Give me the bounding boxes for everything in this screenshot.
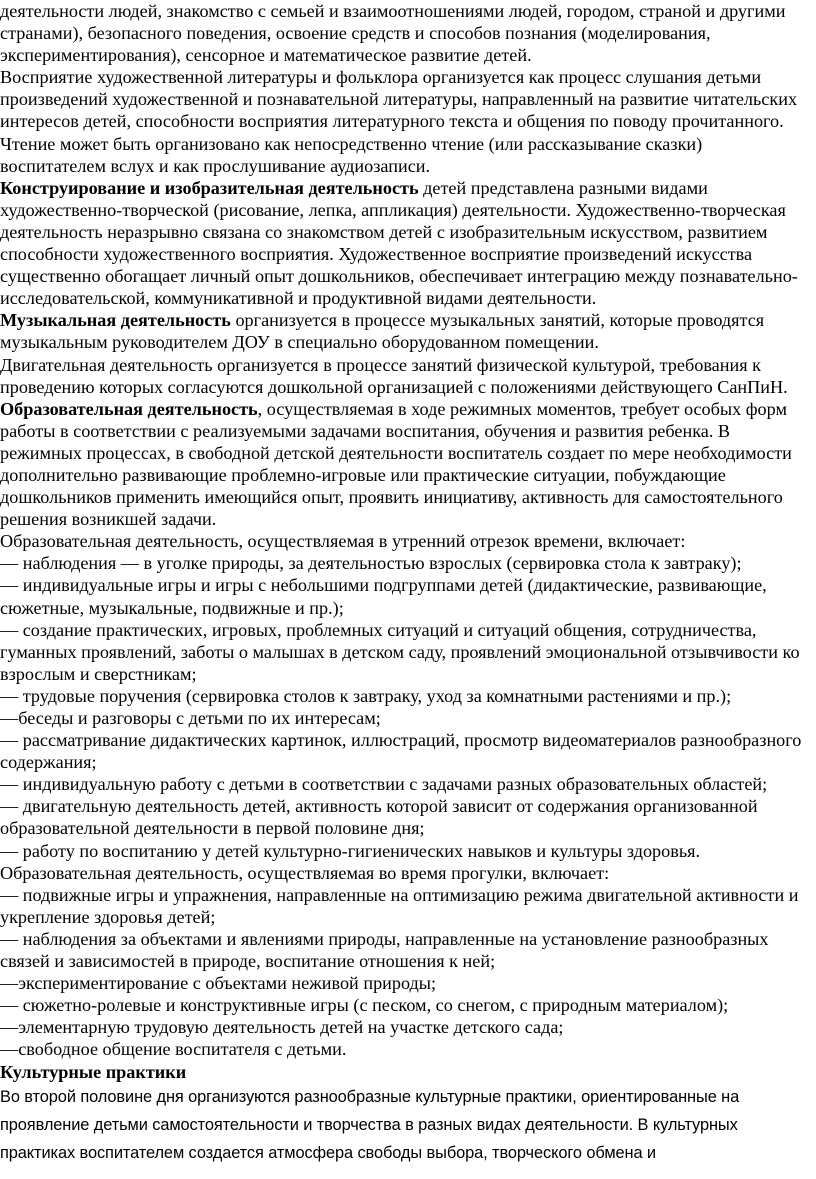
list-item: — работу по воспитанию у детей культурно-гигиенических навыков и культуры здоровья.	[0, 840, 701, 861]
term-construction-art: Конструирование и изобразительная деятельность	[0, 177, 419, 198]
list-item: — индивидуальную работу с детьми в соответствии с задачами разных образовательных областей;	[0, 774, 768, 795]
paragraph-educational-activity-text: , осуществляемая в ходе режимных моментов, требует особых форм работы в соответствии с реализуемыми задачами воспитания, обучения и развития ребенка. В режимных процессах, в свободной детской деятельности воспитатель создает по мере необходимости дополнительно развивающие проблемно-игровые или практические ситуации, побуждающие дошкольников применить имеющийся опыт, проявить инициативу, активность для самостоятельного решения возникшей задачи.	[0, 398, 792, 530]
section-heading-cultural-practices: Культурные практики	[0, 1061, 187, 1082]
paragraph-literature-perception: Восприятие художественной литературы и фольклора организуется как процесс слушания детьми произведений художественной и познавательной литературы, направленный на развитие читательских интересов детей, способности восприятия литературного текста и общения по поводу прочитанного. Чтение может быть организовано как непосредственно чтение (или рассказывание сказки) воспитателем вслух и как прослушивание аудиозаписи.	[0, 67, 798, 176]
list-item: —свободное общение воспитателя с детьми.	[0, 1039, 347, 1060]
list-item: — трудовые поручения (сервировка столов к завтраку, уход за комнатными растениями и пр.);	[0, 685, 732, 706]
paragraph-motor-activity: Двигательная деятельность организуется в процессе занятий физической культурой, требования к проведению которых согласуются дошкольной организацией с положениями действующего СанПиН.	[0, 354, 788, 397]
term-music-activity: Музыкальная деятельность	[0, 310, 231, 331]
paragraph-intro-continuation: деятельности людей, знакомство с семьей и взаимоотношениями людей, городом, страной и другими странами), безопасного поведения, освоение средств и способов познания (моделирования, экспериментирования), сенсорное и математическое развитие детей.	[0, 1, 786, 66]
paragraph-construction-art-text: детей представлена разными видами художественно-творческой (рисование, лепка, аппликация) деятельности. Художественно-творческая деятельность неразрывно связана со знакомством детей с изобразительным искусством, развитием способности художественного восприятия. Художественное восприятие произведений искусства существенно обогащает личный опыт дошкольников, обеспечивает интеграцию между познавательно-исследовательской, коммуникативной и продуктивной видами деятельности.	[0, 177, 798, 309]
paragraph-educational-activity	[0, 398, 812, 531]
list-item: — рассматривание дидактических картинок, иллюстраций, просмотр видеоматериалов разнообразного содержания;	[0, 730, 802, 773]
paragraph-music-activity-text: организуется в процессе музыкальных занятий, которые проводятся музыкальным руководителем ДОУ в специально оборудованном помещении.	[0, 310, 765, 353]
list-item: —элементарную трудовую деятельность детей на участке детского сада;	[0, 1017, 564, 1038]
list-item: — двигательную деятельность детей, активность которой зависит от содержания организованной образовательной деятельности в первой половине дня;	[0, 796, 758, 839]
list-item: — наблюдения за объектами и явлениями природы, направленные на установление разнообразных связей и зависимостей в природе, воспитание отношения к ней;	[0, 928, 769, 972]
paragraph-walk-intro: Образовательная деятельность, осуществляемая во время прогулки, включает:	[0, 862, 610, 883]
paragraph-construction-art	[0, 177, 812, 310]
paragraph-music-activity	[0, 309, 812, 353]
list-item: —экспериментирование с объектами неживой природы;	[0, 973, 437, 994]
term-educational-activity: Образовательная деятельность	[0, 398, 258, 419]
list-item: — сюжетно-ролевые и конструктивные игры (с песком, со снегом, с природным материалом);	[0, 995, 729, 1016]
paragraph-cultural-practices: Во второй половине дня организуются разнообразные культурные практики, ориентированные на проявление детьми самостоятельности и творчества в разных видах деятельности. В культурных практиках воспитателем создается атмосфера свободы выбора, творческого обмена и	[0, 1087, 740, 1162]
list-item: — индивидуальные игры и игры с небольшими подгруппами детей (дидактические, развивающие, сюжетные, музыкальные, подвижные и пр.);	[0, 575, 767, 618]
paragraph-morning-intro: Образовательная деятельность, осуществляемая в утренний отрезок времени, включает:	[0, 531, 686, 552]
list-item: —беседы и разговоры с детьми по их интересам;	[0, 708, 381, 728]
list-item: — подвижные игры и упражнения, направленные на оптимизацию режима двигательной активности и укрепление здоровья детей;	[0, 884, 799, 927]
list-item: — наблюдения — в уголке природы, за деятельностью взрослых (сервировка стола к завтраку);	[0, 553, 742, 574]
list-item: — создание практических, игровых, проблемных ситуаций и ситуаций общения, сотрудничества, гуманных проявлений, заботы о малышах в детском саду, проявлений эмоциональной отзывчивости ко взрослым и сверстникам;	[0, 619, 800, 684]
